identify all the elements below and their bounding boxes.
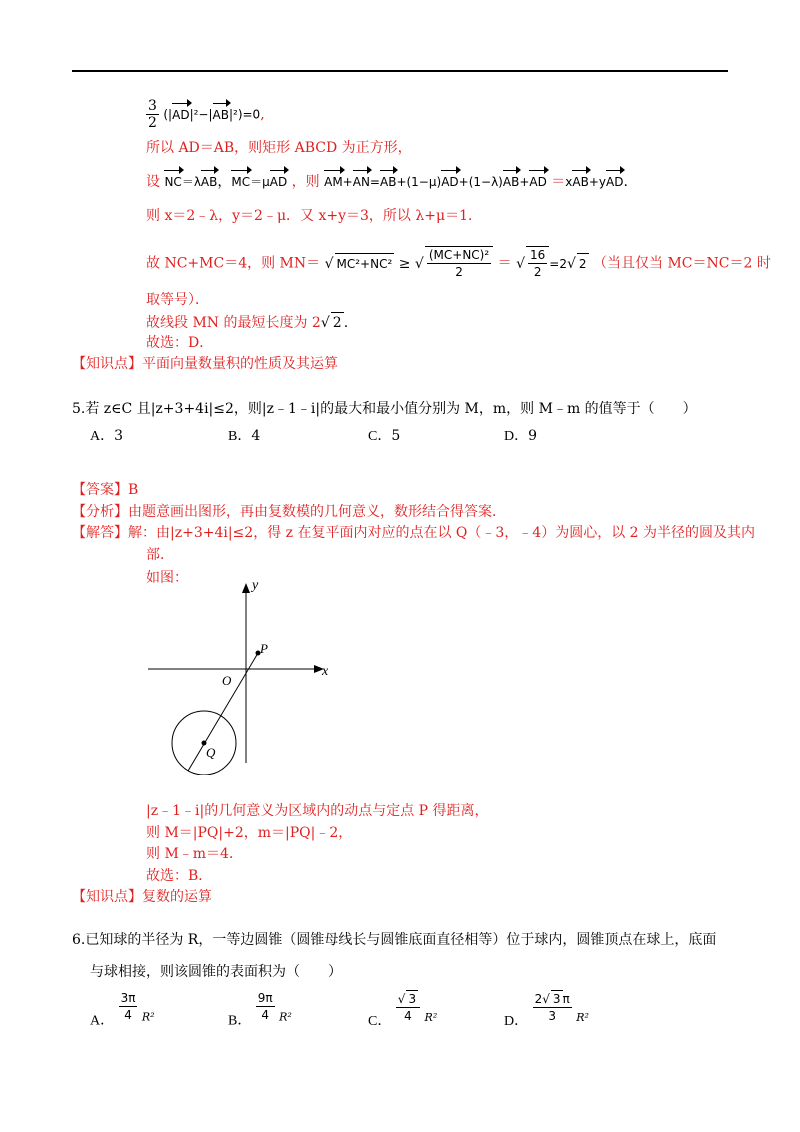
question-6-option-b: B． $\frac{9\pi}{4}$ $_{R^2}$ (228, 991, 292, 1029)
x-axis-label: x (322, 664, 329, 679)
question-5-answer: 【答案】B (72, 482, 139, 498)
point-q-label: Q (206, 745, 216, 760)
question-5-stem: 5.若 z∈C 且|z+3+4i|≤2，则|z﹣1﹣i|的最大和最小值分别为 M，m，则 M﹣m 的值等于（ ） (72, 401, 697, 417)
question-6-option-c: C． $\frac{√ 3}{4}$ $_{R^2}$ (368, 992, 438, 1029)
vector-ad: AD (529, 172, 546, 192)
origin-label: O (222, 673, 232, 688)
question-5-figure-intro: 如图： (146, 570, 188, 586)
vector-ad: AD (441, 172, 458, 192)
vector-am: AM (324, 172, 343, 192)
question-5-option-d: D．9 (504, 428, 538, 444)
vector-ad: AD (270, 172, 287, 192)
question-5-step-3: 则 M﹣m＝4． (146, 846, 243, 862)
vector-ad: AD (606, 172, 623, 192)
vector-ab: AB (380, 172, 396, 192)
question-5-option-c: C．5 (368, 428, 401, 444)
question-5-step-1: |z﹣1﹣i|的几何意义为区域内的动点与定点 P 得距离， (146, 803, 489, 819)
knowledge-point-4: 【知识点】平面向量数量积的性质及其运算 (72, 356, 338, 372)
question-5-option-b: B．4 (228, 428, 261, 444)
question-5-solution-1: 【解答】解：由|z+3+4i|≤2，得 z 在复平面内对应的点在以 Q（﹣3，﹣4）为圆心，以 2 为半径的圆及其内 (72, 525, 756, 541)
solution-line-6: 取等号）． (146, 292, 209, 308)
vector-nc: NC (164, 172, 181, 192)
question-6-stem-2: 与球相接，则该圆锥的表面积为（ ） (90, 964, 342, 980)
question-6-stem-1: 6.已知球的半径为 R，一等边圆锥（圆锥母线长与圆锥底面直径相等）位于球内，圆锥顶点在球上，底面 (72, 932, 717, 948)
question-5-step-2: 则 M＝|PQ|+2，m＝|PQ|﹣2， (146, 825, 353, 841)
question-6-option-a: A． $\frac{3\pi}{4}$ $_{R^2}$ (90, 991, 155, 1029)
solution-line-8: 故选：D． (146, 335, 214, 351)
top-rule (72, 70, 728, 72)
vector-ab: AB (201, 172, 217, 192)
formula-line: $\frac{3}{2}$ (|AD|²−|AB|²)=0, (148, 98, 265, 131)
solution-line-3: 设 NC＝λAB，MC＝μAD ，则 AM+AN=AB+(1−μ)AD+(1−λ)AB+AD ＝xAB+yAD. (146, 174, 628, 190)
question-5-analysis: 【分析】由题意画出图形，再由复数模的几何意义，数形结合得答案． (72, 504, 506, 520)
point-p-label: P (260, 641, 268, 656)
question-5-solution-2: 部． (146, 547, 174, 563)
vector-ab: AB (572, 172, 588, 192)
vector-mc: MC (231, 172, 250, 192)
y-axis-arrow (242, 583, 250, 593)
question-5-option-a: A．3 (90, 428, 124, 444)
question-5-step-4: 故选：B． (146, 868, 213, 884)
question-6-option-d: D． $\frac{2√ 3 \pi}{3}$ $_{R^2}$ (504, 992, 589, 1029)
radical-mc-nc: MC²+NC² (335, 253, 395, 274)
fraction-three-halves: $\frac{3}{2}$ (148, 98, 157, 131)
vector-ab: AB (503, 172, 519, 192)
solution-line-7: 故线段 MN 的最短长度为 2√ 2 . (146, 312, 348, 333)
vector-ad: AD (172, 105, 189, 125)
solution-line-4: 则 x＝2﹣λ，y＝2﹣μ．又 x+y＝3，所以 λ+μ＝1． (146, 208, 482, 224)
knowledge-point-5: 【知识点】复数的运算 (72, 889, 212, 905)
segment-pq (188, 653, 258, 771)
solution-line-2: 所以 AD＝AB，则矩形 ABCD 为正方形， (146, 140, 412, 156)
vector-an: AN (353, 172, 370, 192)
y-axis-label: y (252, 578, 259, 593)
vector-ab: AB (213, 105, 229, 125)
solution-line-5: 故 NC+MC＝4，则 MN＝ √ MC²+NC² ≥ √ $\frac{\text{(MC+NC)²}}{2}$ ＝ √ $\frac{16}{2}$ =2√ 2 （当且仅当 MC＝NC＝2 时 (146, 248, 771, 279)
complex-plane-figure (140, 575, 340, 775)
